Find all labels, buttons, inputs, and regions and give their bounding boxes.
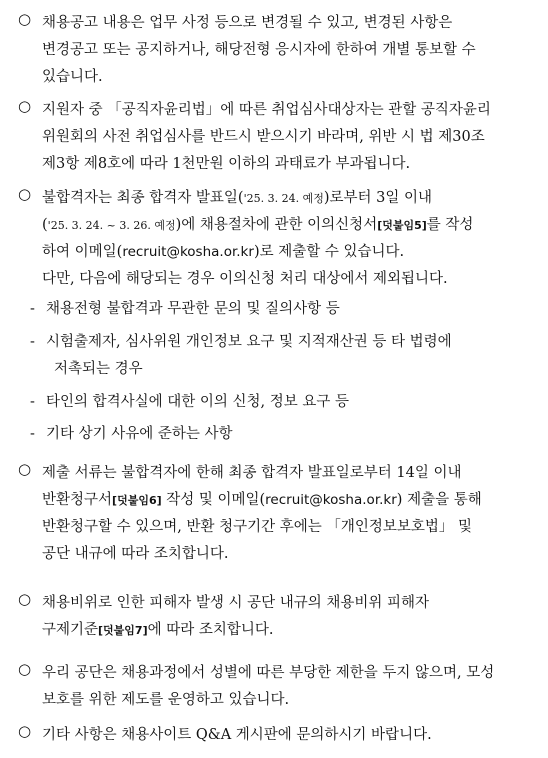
notice-text xyxy=(42,660,523,714)
text-line xyxy=(42,212,523,239)
text-line: 제3항 제8호에 따라 1천만원 이하의 과태료가 부과됩니다. xyxy=(42,156,411,172)
notice-item-victim-relief xyxy=(18,590,523,644)
text-fragment: )로부터 3일 이내 xyxy=(323,190,432,206)
circle-bullet-icon: ○ xyxy=(18,185,32,203)
text-fragment: )에 채용절차에 관한 이의신청서 xyxy=(175,217,378,233)
text-fragment: 하여 이메일( xyxy=(42,244,123,260)
text-line: 보호를 위한 제도를 운영하고 있습니다. xyxy=(42,692,290,708)
date-fragment: '25. 3. 24. ~ 3. 26. 예정 xyxy=(47,219,176,232)
exclusion-item xyxy=(30,296,520,323)
notice-text xyxy=(42,97,523,178)
text-line: 채용비위로 인한 피해자 발생 시 공단 내규의 채용비위 피해자 xyxy=(42,595,430,611)
exclusion-item xyxy=(30,421,520,448)
circle-bullet-icon: ○ xyxy=(18,590,32,608)
notice-text xyxy=(42,590,523,644)
text-line: 타인의 합격사실에 대한 이의 신청, 정보 요구 등 xyxy=(46,394,350,410)
dash-bullet-icon: - xyxy=(30,301,35,317)
attachment-tag: [덧붙임7] xyxy=(98,624,148,637)
text-line: 위원회의 사전 취업심사를 반드시 받으시기 바라며, 위반 시 법 제30조 xyxy=(42,129,485,145)
text-line xyxy=(42,487,523,514)
text-line: 있습니다. xyxy=(42,69,103,85)
dash-bullet-icon: - xyxy=(30,394,35,410)
text-fragment: 구제기준 xyxy=(42,622,99,638)
notice-item-gender-equality xyxy=(18,660,523,714)
notice-text xyxy=(42,722,523,749)
exclusion-item xyxy=(30,389,520,416)
text-line: 시험출제자, 심사위원 개인정보 요구 및 지적재산권 등 타 법령에 xyxy=(46,334,452,350)
attachment-tag: [덧붙임5] xyxy=(377,219,427,232)
text-fragment: )로 제출할 수 있습니다. xyxy=(253,244,405,260)
text-fragment: ) 제출을 통해 xyxy=(396,492,482,508)
circle-bullet-icon: ○ xyxy=(18,660,32,678)
circle-bullet-icon: ○ xyxy=(18,722,32,740)
notice-item-ethics xyxy=(18,97,523,178)
text-line: 기타 사항은 채용사이트 Q&A 게시판에 문의하시기 바랍니다. xyxy=(42,727,432,743)
text-fragment: 를 작성 xyxy=(426,217,474,233)
email-address: recruit@kosha.or.kr xyxy=(122,244,254,260)
text-line: 제출 서류는 불합격자에 한해 최종 합격자 발표일로부터 14일 이내 xyxy=(42,465,462,481)
dash-bullet-icon: - xyxy=(30,426,35,442)
notice-text xyxy=(42,185,523,293)
text-line: 채용전형 불합격과 무관한 문의 및 질의사항 등 xyxy=(46,301,340,317)
text-line: 우리 공단은 채용과정에서 성별에 따른 부당한 제한을 두지 않으며, 모성 xyxy=(42,665,495,681)
text-fragment: 에 따라 조치합니다. xyxy=(147,622,274,638)
text-line: 공단 내규에 따라 조치합니다. xyxy=(42,546,229,562)
text-line: 저촉되는 경우 xyxy=(54,361,143,377)
circle-bullet-icon: ○ xyxy=(18,97,32,115)
text-line: 채용공고 내용은 업무 사정 등으로 변경될 수 있고, 변경된 사항은 xyxy=(42,15,453,31)
text-line: 변경공고 또는 공지하거나, 해당전형 응시자에 한하여 개별 통보할 수 xyxy=(42,42,476,58)
text-line xyxy=(42,617,523,644)
notice-item-qna xyxy=(18,722,523,749)
attachment-tag: [덧붙임6] xyxy=(112,494,162,507)
notice-item-change xyxy=(18,10,523,91)
notice-text xyxy=(42,10,523,91)
exclusion-item xyxy=(30,329,520,383)
text-fragment: 작성 및 이메일( xyxy=(161,492,266,508)
text-line xyxy=(42,185,523,212)
text-line xyxy=(42,239,523,266)
text-line: 반환청구할 수 있으며, 반환 청구기간 후에는 「개인정보보호법」 및 xyxy=(42,519,473,535)
text-line: 기타 상기 사유에 준하는 사항 xyxy=(46,426,233,442)
text-fragment: ( xyxy=(42,217,48,233)
dash-bullet-icon: - xyxy=(30,334,35,350)
date-fragment: '25. 3. 24. 예정 xyxy=(243,192,324,205)
text-line: 다만, 다음에 해당되는 경우 이의신청 처리 대상에서 제외됩니다. xyxy=(42,271,448,287)
notice-item-document-return xyxy=(18,460,523,568)
text-fragment: 반환청구서 xyxy=(42,492,113,508)
email-address: recruit@kosha.or.kr xyxy=(265,492,397,508)
text-line: 지원자 중 「공직자윤리법」에 따른 취업심사대상자는 관할 공직자윤리 xyxy=(42,102,491,118)
notice-text xyxy=(42,460,523,568)
notice-item-objection xyxy=(18,185,523,293)
circle-bullet-icon: ○ xyxy=(18,10,32,28)
circle-bullet-icon: ○ xyxy=(18,460,32,478)
text-fragment: 불합격자는 최종 합격자 발표일( xyxy=(42,190,244,206)
